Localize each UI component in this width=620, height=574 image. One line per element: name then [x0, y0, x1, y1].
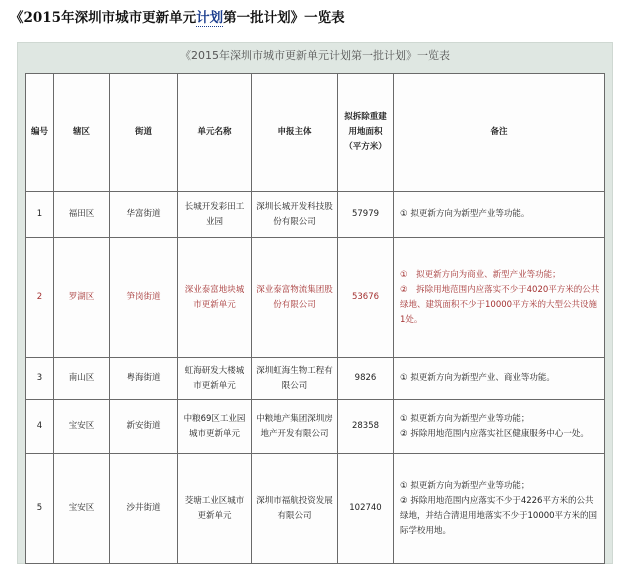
- header-notes: 备注: [394, 74, 605, 192]
- cell-area: 9826: [338, 358, 394, 400]
- note-item: ② 拆除用地范围内应落实社区健康服务中心一处。: [400, 428, 589, 439]
- cell-no: 4: [26, 400, 54, 454]
- cell-district: 南山区: [54, 358, 110, 400]
- cell-area: 102740: [338, 454, 394, 564]
- header-area: 拟拆除重建用地面积（平方米）: [338, 74, 394, 192]
- cell-street: 笋岗街道: [110, 238, 178, 358]
- cell-district: 福田区: [54, 192, 110, 238]
- cell-no: 1: [26, 192, 54, 238]
- header-unit: 单元名称: [178, 74, 252, 192]
- cell-applicant: 深圳虹海生物工程有限公司: [252, 358, 338, 400]
- title-text-end: 第一批计划》一览表: [223, 10, 345, 26]
- header-district: 辖区: [54, 74, 110, 192]
- cell-no: 2: [26, 238, 54, 358]
- cell-district: 宝安区: [54, 454, 110, 564]
- table-row: [26, 358, 605, 400]
- cell-street: 新安街道: [110, 400, 178, 454]
- note-item: ① 拟更新方向为新型产业、商业等功能。: [400, 373, 555, 383]
- table-row: [26, 238, 605, 358]
- cell-no: 3: [26, 358, 54, 400]
- note-item: ① 拟更新方向为新型产业等功能。: [400, 209, 530, 219]
- cell-notes: [394, 238, 605, 358]
- note-item: ① 拟更新方向为商业、新型产业等功能；: [400, 269, 561, 280]
- cell-applicant: 中粮地产集团深圳房地产开发有限公司: [252, 400, 338, 454]
- cell-unit: 长城开发彩田工业园: [178, 192, 252, 238]
- header-street: 街道: [110, 74, 178, 192]
- cell-area: 53676: [338, 238, 394, 358]
- note-item: ② 拆除用地范围内应落实不少于4226平方米的公共绿地，并结合清退用地落实不少于10000平方米的国际学校用地。: [400, 495, 598, 536]
- table-row: [26, 192, 605, 238]
- title-text: 《2015年深圳市城市更新单元: [10, 10, 197, 26]
- table-row: [26, 400, 605, 454]
- page-title: [10, 6, 345, 26]
- cell-notes: [394, 400, 605, 454]
- header-no: 编号: [26, 74, 54, 192]
- header-row: [26, 74, 605, 192]
- cell-district: 罗湖区: [54, 238, 110, 358]
- title-link[interactable]: 计划: [196, 10, 224, 26]
- table-row: [26, 454, 605, 564]
- cell-street: 华富街道: [110, 192, 178, 238]
- header-applicant: 申报主体: [252, 74, 338, 192]
- cell-unit: 茭塘工业区城市更新单元: [178, 454, 252, 564]
- cell-notes: [394, 192, 605, 238]
- cell-street: 沙井街道: [110, 454, 178, 564]
- cell-no: 5: [26, 454, 54, 564]
- note-item: ① 拟更新方向为新型产业等功能；: [400, 413, 530, 424]
- cell-area: 28358: [338, 400, 394, 454]
- cell-street: 粤海街道: [110, 358, 178, 400]
- cell-unit: 中粮69区工业园城市更新单元: [178, 400, 252, 454]
- table-caption: 《2015年深圳市城市更新单元计划第一批计划》一览表: [180, 49, 450, 62]
- renewal-table: [25, 73, 605, 564]
- cell-applicant: 深圳市福航投资发展有限公司: [252, 454, 338, 564]
- cell-area: 57979: [338, 192, 394, 238]
- cell-unit: 虹海研发大楼城市更新单元: [178, 358, 252, 400]
- note-item: ① 拟更新方向为新型产业等功能；: [400, 480, 530, 491]
- note-item: ② 拆除用地范围内应落实不少于4020平方米的公共绿地、建筑面积不少于10000平方米的大型公共设施1处。: [400, 284, 600, 325]
- cell-notes: [394, 454, 605, 564]
- cell-applicant: 深业泰富物流集团股份有限公司: [252, 238, 338, 358]
- cell-unit: 深业泰富地块城市更新单元: [178, 238, 252, 358]
- cell-applicant: 深圳长城开发科技股份有限公司: [252, 192, 338, 238]
- cell-district: 宝安区: [54, 400, 110, 454]
- cell-notes: [394, 358, 605, 400]
- table-image: [17, 42, 613, 564]
